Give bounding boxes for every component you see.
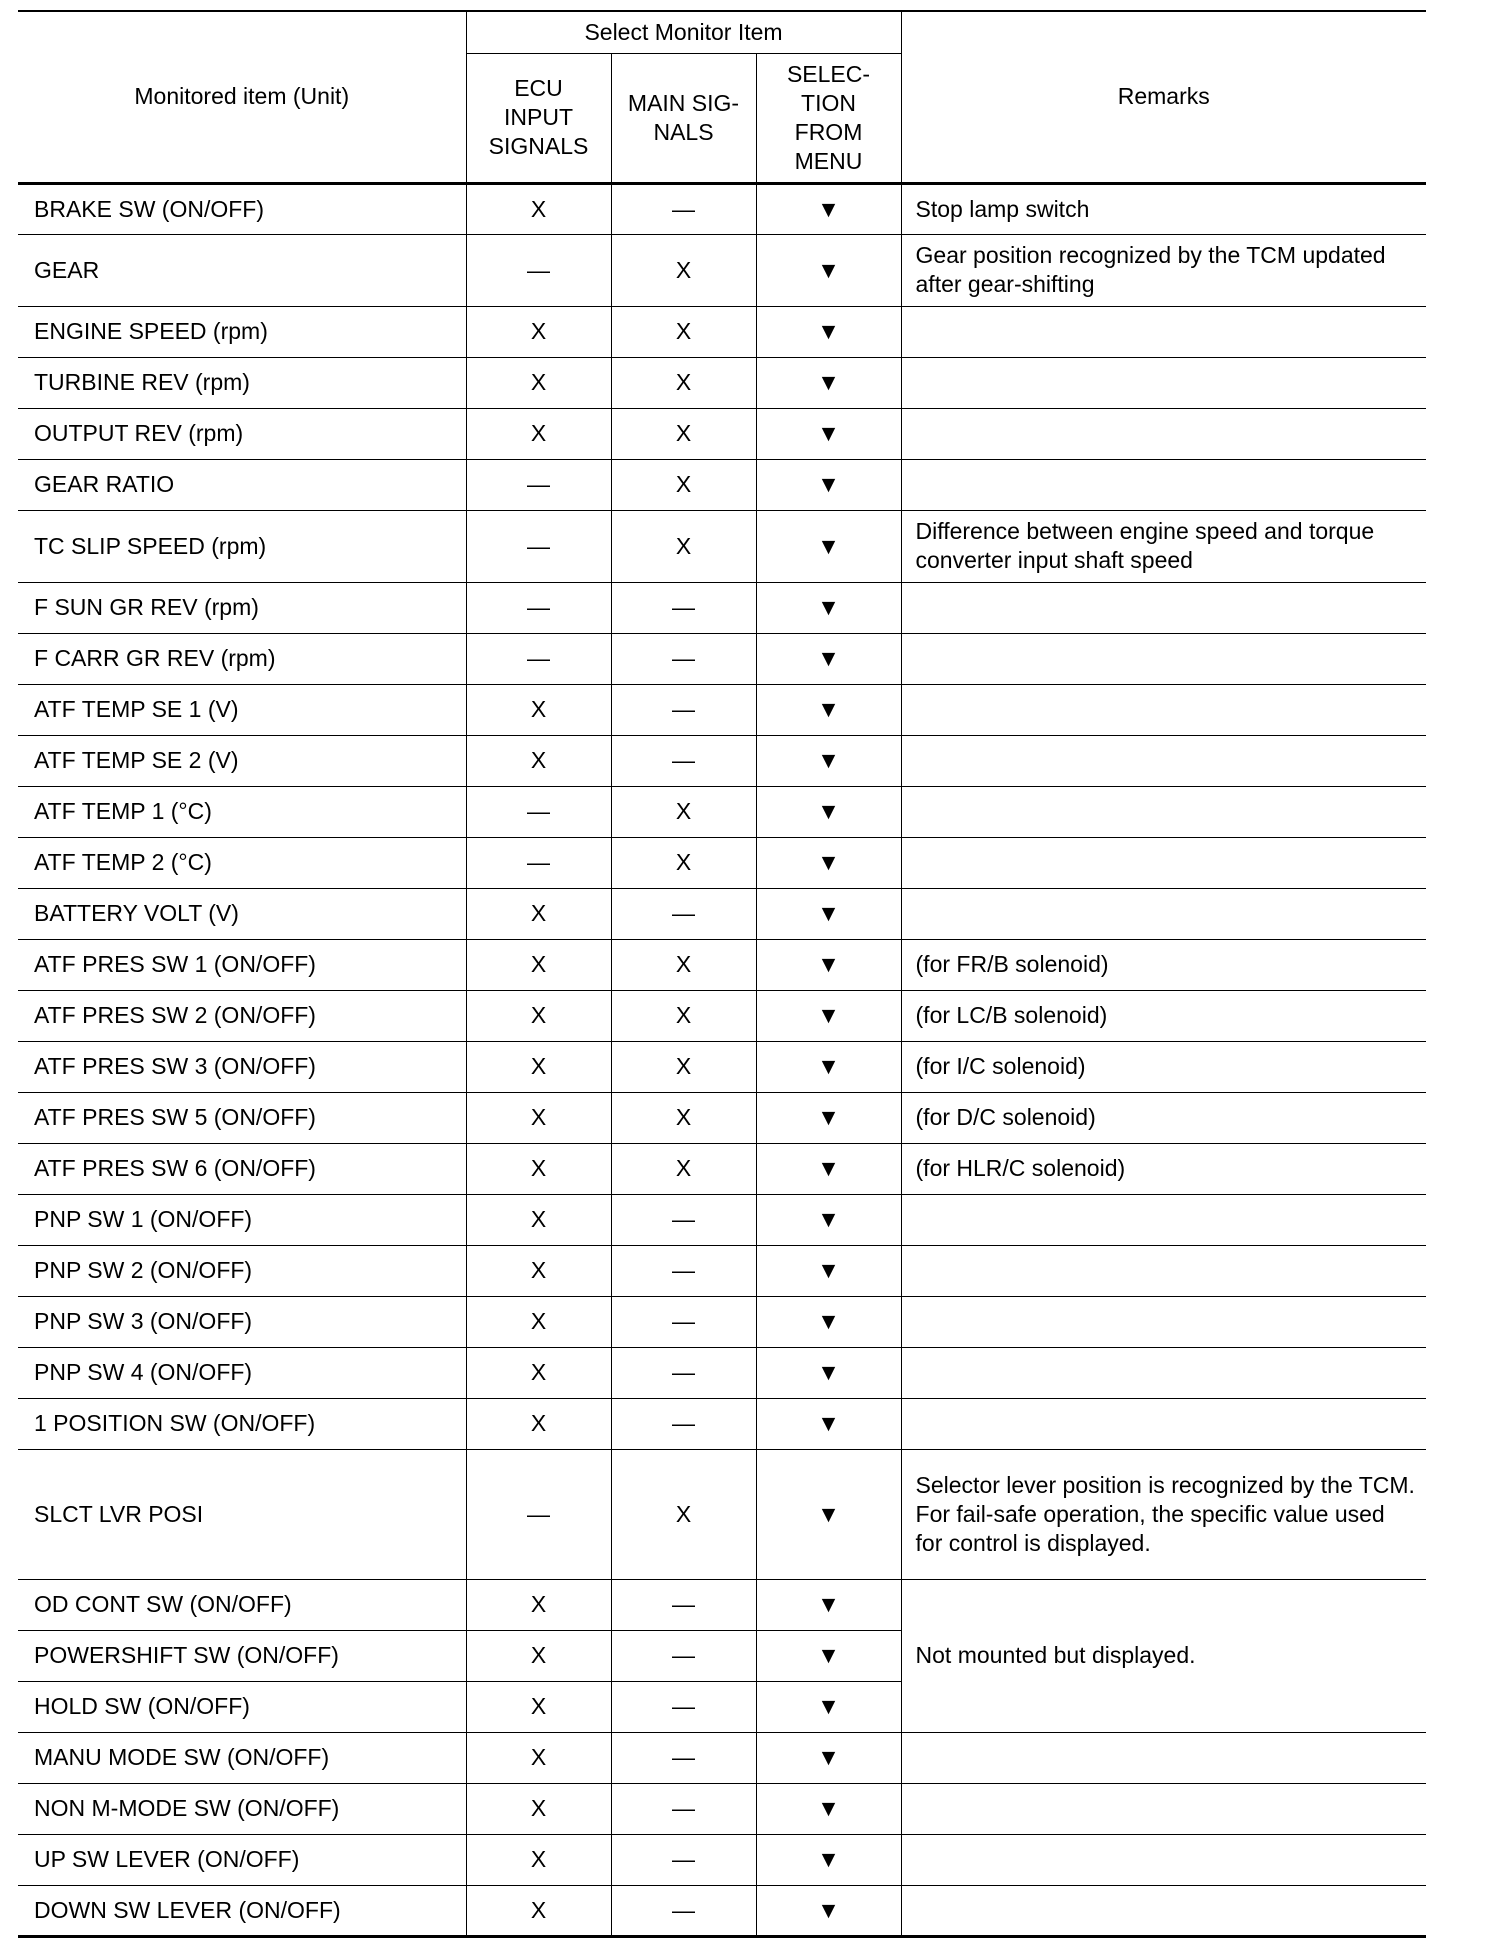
header-selection-from-menu: SELEC-TION FROM MENU [756, 53, 901, 183]
ecu-input-signal-cell: X [466, 684, 611, 735]
main-signal-cell: — [611, 183, 756, 234]
main-signal-cell: — [611, 1630, 756, 1681]
monitored-item-cell: ATF PRES SW 1 (ON/OFF) [18, 939, 466, 990]
ecu-input-signal-cell: X [466, 1579, 611, 1630]
table-row [18, 1245, 1426, 1296]
monitored-item-cell: NON M-MODE SW (ON/OFF) [18, 1783, 466, 1834]
remark-cell [901, 306, 1426, 357]
ecu-input-signal-cell: — [466, 234, 611, 306]
remark-cell: Selector lever position is recognized by the TCM. For fail-safe operation, the specific value used for control is displayed. [901, 1449, 1426, 1579]
main-signal-cell: X [611, 234, 756, 306]
monitored-item-cell: HOLD SW (ON/OFF) [18, 1681, 466, 1732]
main-signal-cell: — [611, 1194, 756, 1245]
ecu-input-signal-cell: — [466, 582, 611, 633]
ecu-input-signal-cell: X [466, 1347, 611, 1398]
remark-cell [901, 888, 1426, 939]
selection-from-menu-cell: ▼ [756, 1579, 901, 1630]
table-row [18, 357, 1426, 408]
table-row [18, 1579, 1426, 1630]
table-row [18, 1449, 1426, 1579]
table-row [18, 1347, 1426, 1398]
main-signal-cell: — [611, 1579, 756, 1630]
ecu-input-signal-cell: — [466, 1449, 611, 1579]
monitored-item-cell: F CARR GR REV (rpm) [18, 633, 466, 684]
table-row [18, 888, 1426, 939]
table-row [18, 306, 1426, 357]
remark-cell [901, 684, 1426, 735]
table-row [18, 1041, 1426, 1092]
ecu-input-signal-cell: X [466, 1398, 611, 1449]
remark-cell: Gear position recognized by the TCM updated after gear-shifting [901, 234, 1426, 306]
ecu-input-signal-cell: — [466, 786, 611, 837]
monitored-item-cell: OD CONT SW (ON/OFF) [18, 1579, 466, 1630]
remark-cell [901, 1885, 1426, 1936]
main-signal-cell: X [611, 357, 756, 408]
table-row [18, 408, 1426, 459]
main-signal-cell: X [611, 837, 756, 888]
selection-from-menu-cell: ▼ [756, 1143, 901, 1194]
table-row [18, 1732, 1426, 1783]
monitored-item-cell: ATF TEMP SE 1 (V) [18, 684, 466, 735]
ecu-input-signal-cell: X [466, 1245, 611, 1296]
remark-cell [901, 1347, 1426, 1398]
monitored-item-cell: DOWN SW LEVER (ON/OFF) [18, 1885, 466, 1936]
remark-cell: Stop lamp switch [901, 183, 1426, 234]
table-row [18, 990, 1426, 1041]
table-row [18, 939, 1426, 990]
selection-from-menu-cell: ▼ [756, 1296, 901, 1347]
selection-from-menu-cell: ▼ [756, 1398, 901, 1449]
main-signal-cell: X [611, 1143, 756, 1194]
remark-cell: (for I/C solenoid) [901, 1041, 1426, 1092]
selection-from-menu-cell: ▼ [756, 1245, 901, 1296]
monitored-item-cell: BATTERY VOLT (V) [18, 888, 466, 939]
main-signal-cell: — [611, 1732, 756, 1783]
main-signal-cell: — [611, 735, 756, 786]
header-monitored-item: Monitored item (Unit) [18, 11, 466, 183]
remark-cell: (for D/C solenoid) [901, 1092, 1426, 1143]
remark-cell [901, 582, 1426, 633]
main-signal-cell: X [611, 1449, 756, 1579]
ecu-input-signal-cell: X [466, 1783, 611, 1834]
remark-cell [901, 786, 1426, 837]
monitored-item-cell: SLCT LVR POSI [18, 1449, 466, 1579]
ecu-input-signal-cell: X [466, 1296, 611, 1347]
ecu-input-signal-cell: X [466, 888, 611, 939]
table-row [18, 234, 1426, 306]
main-signal-cell: X [611, 510, 756, 582]
remark-cell [901, 633, 1426, 684]
monitored-item-cell: TC SLIP SPEED (rpm) [18, 510, 466, 582]
monitored-item-cell: TURBINE REV (rpm) [18, 357, 466, 408]
selection-from-menu-cell: ▼ [756, 837, 901, 888]
monitored-item-cell: PNP SW 2 (ON/OFF) [18, 1245, 466, 1296]
remark-cell [901, 735, 1426, 786]
ecu-input-signal-cell: — [466, 633, 611, 684]
monitored-item-cell: ATF PRES SW 3 (ON/OFF) [18, 1041, 466, 1092]
selection-from-menu-cell: ▼ [756, 306, 901, 357]
header-remarks: Remarks [901, 11, 1426, 183]
monitored-item-cell: PNP SW 1 (ON/OFF) [18, 1194, 466, 1245]
remark-cell: (for FR/B solenoid) [901, 939, 1426, 990]
remark-cell [901, 357, 1426, 408]
monitored-item-cell: PNP SW 4 (ON/OFF) [18, 1347, 466, 1398]
selection-from-menu-cell: ▼ [756, 234, 901, 306]
table-row [18, 1834, 1426, 1885]
selection-from-menu-cell: ▼ [756, 1885, 901, 1936]
main-signal-cell: X [611, 990, 756, 1041]
selection-from-menu-cell: ▼ [756, 1732, 901, 1783]
monitored-item-cell: ATF PRES SW 2 (ON/OFF) [18, 990, 466, 1041]
remark-cell: (for HLR/C solenoid) [901, 1143, 1426, 1194]
selection-from-menu-cell: ▼ [756, 990, 901, 1041]
remark-cell [901, 459, 1426, 510]
main-signal-cell: X [611, 408, 756, 459]
ecu-input-signal-cell: X [466, 1092, 611, 1143]
table-row [18, 684, 1426, 735]
main-signal-cell: — [611, 633, 756, 684]
table-row [18, 183, 1426, 234]
selection-from-menu-cell: ▼ [756, 510, 901, 582]
table-row [18, 837, 1426, 888]
remark-cell [901, 1194, 1426, 1245]
table-row [18, 459, 1426, 510]
main-signal-cell: — [611, 1245, 756, 1296]
selection-from-menu-cell: ▼ [756, 1449, 901, 1579]
monitored-item-cell: BRAKE SW (ON/OFF) [18, 183, 466, 234]
remark-cell: Difference between engine speed and torque converter input shaft speed [901, 510, 1426, 582]
table-row [18, 786, 1426, 837]
ecu-input-signal-cell: X [466, 1041, 611, 1092]
monitored-item-cell: MANU MODE SW (ON/OFF) [18, 1732, 466, 1783]
main-signal-cell: X [611, 1092, 756, 1143]
ecu-input-signal-cell: X [466, 1630, 611, 1681]
table-row [18, 633, 1426, 684]
selection-from-menu-cell: ▼ [756, 684, 901, 735]
main-signal-cell: — [611, 1296, 756, 1347]
monitored-item-cell: POWERSHIFT SW (ON/OFF) [18, 1630, 466, 1681]
ecu-input-signal-cell: X [466, 1143, 611, 1194]
table-row [18, 1398, 1426, 1449]
monitored-item-cell: F SUN GR REV (rpm) [18, 582, 466, 633]
main-signal-cell: X [611, 939, 756, 990]
header-ecu-input-signals: ECU INPUT SIGNALS [466, 53, 611, 183]
monitored-item-cell: 1 POSITION SW (ON/OFF) [18, 1398, 466, 1449]
main-signal-cell: — [611, 1347, 756, 1398]
selection-from-menu-cell: ▼ [756, 582, 901, 633]
remark-cell [901, 1783, 1426, 1834]
ecu-input-signal-cell: — [466, 837, 611, 888]
selection-from-menu-cell: ▼ [756, 408, 901, 459]
table-row [18, 1092, 1426, 1143]
main-signal-cell: — [611, 888, 756, 939]
selection-from-menu-cell: ▼ [756, 633, 901, 684]
ecu-input-signal-cell: — [466, 510, 611, 582]
remark-cell [901, 1732, 1426, 1783]
ecu-input-signal-cell: X [466, 1194, 611, 1245]
ecu-input-signal-cell: X [466, 990, 611, 1041]
main-signal-cell: — [611, 1681, 756, 1732]
ecu-input-signal-cell: X [466, 1885, 611, 1936]
selection-from-menu-cell: ▼ [756, 1347, 901, 1398]
monitored-item-cell: PNP SW 3 (ON/OFF) [18, 1296, 466, 1347]
monitored-item-cell: ENGINE SPEED (rpm) [18, 306, 466, 357]
remark-cell: Not mounted but displayed. [901, 1579, 1426, 1732]
selection-from-menu-cell: ▼ [756, 183, 901, 234]
monitored-item-cell: ATF PRES SW 6 (ON/OFF) [18, 1143, 466, 1194]
ecu-input-signal-cell: X [466, 1732, 611, 1783]
table-body [18, 183, 1426, 1936]
ecu-input-signal-cell: X [466, 735, 611, 786]
selection-from-menu-cell: ▼ [756, 786, 901, 837]
table-row [18, 735, 1426, 786]
monitored-item-cell: UP SW LEVER (ON/OFF) [18, 1834, 466, 1885]
main-signal-cell: — [611, 684, 756, 735]
remark-cell [901, 1296, 1426, 1347]
selection-from-menu-cell: ▼ [756, 735, 901, 786]
ecu-input-signal-cell: X [466, 939, 611, 990]
table-row [18, 1885, 1426, 1936]
selection-from-menu-cell: ▼ [756, 1783, 901, 1834]
remark-cell [901, 837, 1426, 888]
monitored-item-cell: ATF PRES SW 5 (ON/OFF) [18, 1092, 466, 1143]
ecu-input-signal-cell: X [466, 1681, 611, 1732]
remark-cell [901, 408, 1426, 459]
selection-from-menu-cell: ▼ [756, 888, 901, 939]
remark-cell [901, 1834, 1426, 1885]
main-signal-cell: — [611, 1885, 756, 1936]
main-signal-cell: X [611, 459, 756, 510]
table-row [18, 510, 1426, 582]
main-signal-cell: X [611, 786, 756, 837]
selection-from-menu-cell: ▼ [756, 939, 901, 990]
selection-from-menu-cell: ▼ [756, 1834, 901, 1885]
ecu-input-signal-cell: X [466, 1834, 611, 1885]
header-select-monitor-item: Select Monitor Item [466, 11, 901, 53]
selection-from-menu-cell: ▼ [756, 357, 901, 408]
main-signal-cell: — [611, 1398, 756, 1449]
table-row [18, 582, 1426, 633]
main-signal-cell: — [611, 582, 756, 633]
monitored-item-cell: GEAR RATIO [18, 459, 466, 510]
monitored-item-cell: GEAR [18, 234, 466, 306]
selection-from-menu-cell: ▼ [756, 459, 901, 510]
table-row [18, 1143, 1426, 1194]
ecu-input-signal-cell: X [466, 306, 611, 357]
ecu-input-signal-cell: X [466, 183, 611, 234]
main-signal-cell: X [611, 1041, 756, 1092]
selection-from-menu-cell: ▼ [756, 1041, 901, 1092]
selection-from-menu-cell: ▼ [756, 1194, 901, 1245]
table-row [18, 1194, 1426, 1245]
ecu-input-signal-cell: X [466, 408, 611, 459]
remark-cell [901, 1398, 1426, 1449]
table-row [18, 1783, 1426, 1834]
monitored-item-cell: OUTPUT REV (rpm) [18, 408, 466, 459]
selection-from-menu-cell: ▼ [756, 1630, 901, 1681]
selection-from-menu-cell: ▼ [756, 1092, 901, 1143]
table-row [18, 1296, 1426, 1347]
monitored-item-cell: ATF TEMP 1 (°C) [18, 786, 466, 837]
main-signal-cell: — [611, 1834, 756, 1885]
monitored-item-cell: ATF TEMP SE 2 (V) [18, 735, 466, 786]
monitor-item-table [18, 10, 1426, 1938]
ecu-input-signal-cell: — [466, 459, 611, 510]
main-signal-cell: X [611, 306, 756, 357]
main-signal-cell: — [611, 1783, 756, 1834]
monitored-item-cell: ATF TEMP 2 (°C) [18, 837, 466, 888]
selection-from-menu-cell: ▼ [756, 1681, 901, 1732]
header-main-signals: MAIN SIG-NALS [611, 53, 756, 183]
remark-cell: (for LC/B solenoid) [901, 990, 1426, 1041]
remark-cell [901, 1245, 1426, 1296]
ecu-input-signal-cell: X [466, 357, 611, 408]
